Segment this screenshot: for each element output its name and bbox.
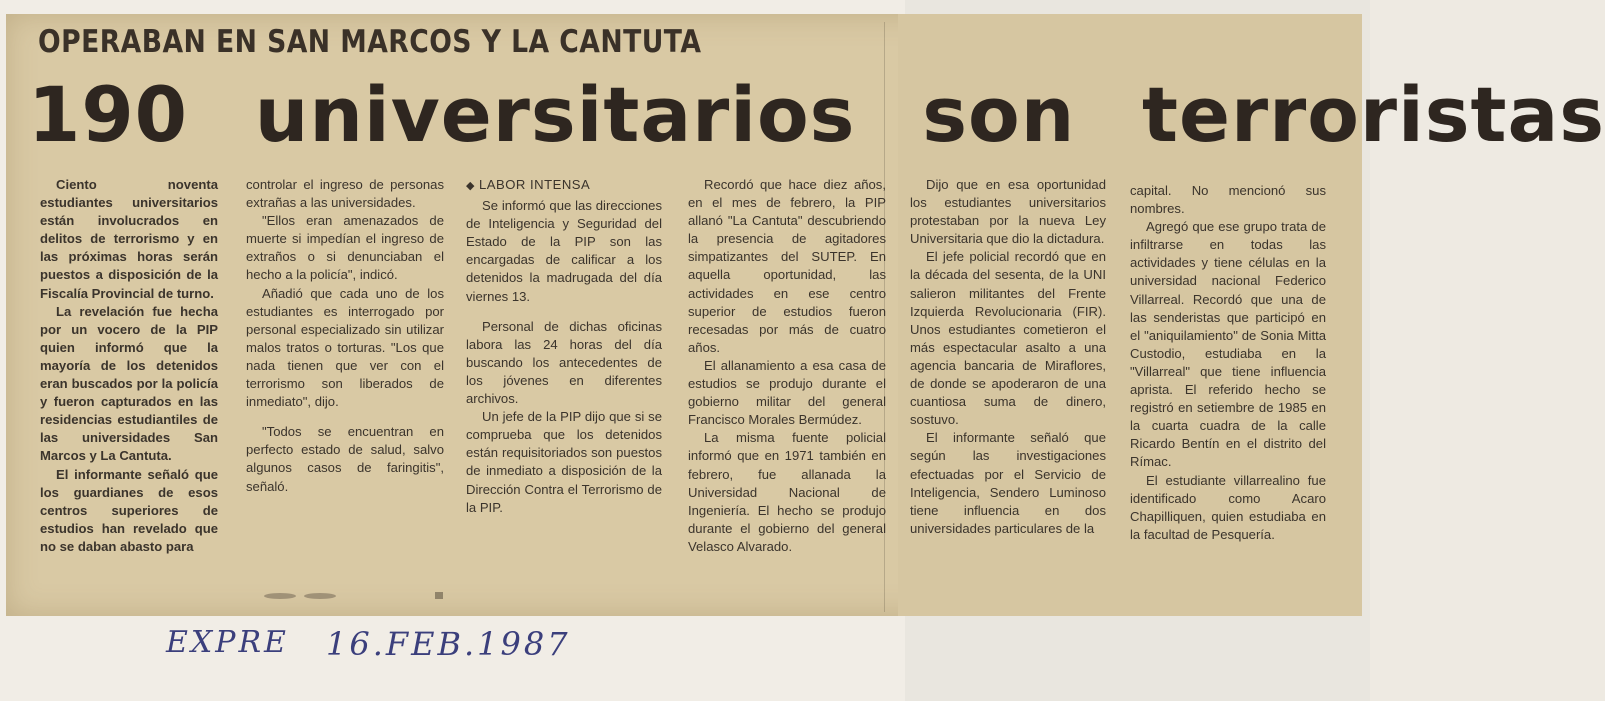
article-column-6 — [1130, 182, 1326, 544]
print-artifact-dots — [250, 590, 450, 602]
article-paragraph: controlar el ingreso de personas extrañas a las universidades. — [246, 177, 444, 211]
article-column-5 — [910, 176, 1106, 538]
article-column-3 — [466, 176, 662, 517]
article-paragraph: Dijo que en esa oportunidad los estudiantes universitarios protestaban por la nueva Ley Universitaria que dio la dictadura. — [910, 177, 1106, 247]
article-paragraph: Agregó que ese grupo trata de infiltrarse en todas las actividades y tiene células en la universidad nacional Federico Villarreal. Recordó que una de las senderistas que participó en el "aniquilamiento" de Sonia Mitta Custodio, estudiaba en la "Villarreal" que tiene influencia aprista. El referido hecho se registró en setiembre de 1985 en la cuarta cuadra de la calle Ricardo Bentín en el distrito del Rímac. — [1130, 219, 1326, 470]
article-paragraph: La revelación fue hecha por un vocero de la PIP quien informó que la mayoría de los detenidos eran buscados por la policía y fueron capturados en las residencias estudiantiles de las universidades San Marcos y La Cantuta. — [40, 303, 218, 464]
article-paragraph: El informante señaló que según las investigaciones efectuadas por el Servicio de Inteligencia, Sendero Luminoso tiene influencia en dos universidades particulares de la — [910, 430, 1106, 536]
article-paragraph: El allanamiento a esa casa de estudios se produjo durante el gobierno militar del general Francisco Morales Bermúdez. — [688, 357, 886, 428]
article-column-4 — [688, 176, 886, 556]
article-paragraph: El jefe policial recordó que en la década del sesenta, de la UNI salieron militantes del Frente Izquierda Revolucionaria (FIR). Unos estudiantes cometieron el más espectacular asalto a una agencia bancaria de Miraflores, de donde se apoderaron de una cuantiosa suma de dinero, sostuvo. — [910, 249, 1106, 428]
diamond-bullet-icon: ◆ — [466, 180, 475, 192]
article-paragraph: Personal de dichas oficinas labora las 24 horas del día buscando los antecedentes de los jóvenes en diferentes archivos. — [466, 318, 662, 407]
article-paragraph: El informante señaló que los guardianes de esos centros superiores de estudios han revelado que no se daban abasto para — [40, 466, 218, 554]
article-paragraph: "Ellos eran amenazados de muerte si impedían el ingreso de extraños o si denunciaban el hecho a la policía", indicó. — [246, 213, 444, 283]
handwritten-date: 16.FEB.1987 — [326, 625, 571, 663]
article-paragraph: "Todos se encuentran en perfecto estado de salud, salvo algunos casos de faringitis", señaló. — [246, 424, 444, 494]
article-paragraph: capital. No mencionó sus nombres. — [1130, 183, 1326, 217]
article-headline: 190 universitarios son terroristas — [28, 70, 1605, 159]
article-column-1 — [40, 176, 218, 556]
article-paragraph: El estudiante villarrealino fue identificado como Acaro Chapilliquen, quien estudiaba en la facultad de Pesquería. — [1130, 472, 1326, 542]
article-paragraph: Se informó que las direcciones de Inteligencia y Seguridad del Estado de la PIP son las encargadas de calificar a los detenidos la madrugada del día viernes 13. — [466, 198, 662, 304]
article-paragraph: Ciento noventa estudiantes universitarios están involucrados en delitos de terrorismo y en las próximas horas serán puestos a disposición de la Fiscalía Provincial de turno. — [40, 177, 218, 301]
article-paragraph: Recordó que hace diez años, en el mes de febrero, la PIP allanó "La Cantuta" descubriendo la presencia de agitadores simpatizantes del SUTEP. En aquella oportunidad, las actividades en ese centro superior de estudios fueron recesadas por más de cuatro años. — [688, 177, 886, 355]
article-paragraph: Un jefe de la PIP dijo que si se comprueba que los detenidos están requisitoriados son puestos de inmediato a disposición de la Dirección Contra el Terrorismo de la PIP. — [466, 409, 662, 515]
article-paragraph: Añadió que cada uno de los estudiantes es interrogado por personal especializado sin utilizar malos tratos o torturas. "Los que nada tienen que ver con el terrorismo son liberados de inmediato", dijo. — [246, 285, 444, 410]
handwritten-source: EXPRE — [166, 625, 289, 660]
article-kicker: OPERABAN EN SAN MARCOS Y LA CANTUTA — [38, 24, 702, 60]
section-subhead: ◆ LABOR INTENSA — [466, 177, 591, 192]
article-column-2 — [246, 176, 444, 496]
article-paragraph: La misma fuente policial informó que en 1971 también en febrero, fue allanada la Universidad Nacional de Ingeniería. El hecho se produjo durante el gobierno del general Velasco Alvarado. — [688, 430, 886, 554]
